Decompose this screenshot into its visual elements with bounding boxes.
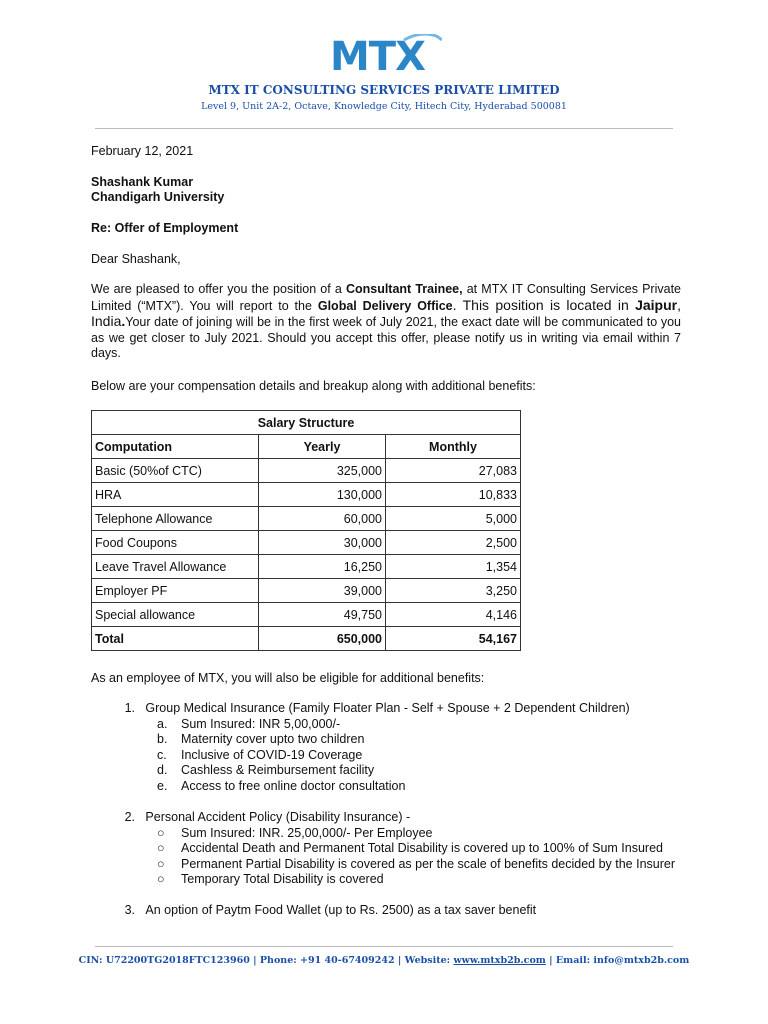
salutation: Dear Shashank, xyxy=(91,252,181,266)
cell-computation: Basic (50%of CTC) xyxy=(92,459,259,483)
cell-yearly: 49,750 xyxy=(259,603,386,627)
list-item xyxy=(91,810,711,826)
sub-item: ○ Sum Insured: INR. 25,00,000/- Per Employee xyxy=(157,825,433,840)
table-row xyxy=(92,483,521,507)
sub-item: ○ Temporary Total Disability is covered xyxy=(157,872,384,887)
cell-monthly: 5,000 xyxy=(386,507,521,531)
cell-monthly: 3,250 xyxy=(386,579,521,603)
cell-computation: Telephone Allowance xyxy=(92,507,259,531)
list-number: 3. xyxy=(124,903,135,917)
table-row xyxy=(92,507,521,531)
recipient-org: Chandigarh University xyxy=(91,190,225,204)
benefit-list xyxy=(91,701,711,795)
website-link[interactable]: www.mtxb2b.com xyxy=(453,955,546,966)
sub-item: a. Sum Insured: INR 5,00,000/- xyxy=(157,716,341,731)
table-row xyxy=(92,459,521,483)
col-header-yearly: Yearly xyxy=(259,435,386,459)
table-header-row xyxy=(92,435,521,459)
sub-item: b. Maternity cover upto two children xyxy=(157,732,365,747)
table-total-row xyxy=(92,627,521,651)
sub-item: c. Inclusive of COVID-19 Coverage xyxy=(157,747,363,762)
cell-computation: Leave Travel Allowance xyxy=(92,555,259,579)
sub-item: d. Cashless & Reimbursement facility xyxy=(157,763,375,778)
list-number: 1. xyxy=(124,701,135,715)
mtx-logo xyxy=(330,34,442,74)
cell-yearly: 130,000 xyxy=(259,483,386,507)
cell-monthly: 2,500 xyxy=(386,531,521,555)
offer-paragraph: We are pleased to offer you the position of a Consultant Trainee, at MTX IT Consulting Services Private Limited (“MTX”). You will report to the Global Delivery Office. This position is located in Jaipur, India.Your date of joining will be in the first week of July 2021, the exact date will be communicated to you as we get closer to July 2021. Should you accept this offer, please notify us in writing via email within 7 days. xyxy=(91,282,681,360)
total-yearly: 650,000 xyxy=(259,627,386,651)
table-row xyxy=(92,555,521,579)
letter-date: February 12, 2021 xyxy=(91,144,194,158)
table-row xyxy=(92,579,521,603)
table-title: Salary Structure xyxy=(92,411,521,435)
footer-email[interactable]: Email: info@mtxb2b.com xyxy=(555,955,690,966)
list-text: Personal Accident Policy (Disability Insurance) - xyxy=(145,810,411,824)
logo-text: MTX xyxy=(330,34,425,74)
sub-item: ○ Accidental Death and Permanent Total Disability is covered up to 100% of Sum Insured xyxy=(157,841,663,856)
list-item xyxy=(91,701,711,717)
company-name: MTX IT CONSULTING SERVICES PRIVATE LIMITED xyxy=(208,83,560,97)
sub-item: e. Access to free online doctor consultation xyxy=(157,778,406,793)
table-title-row xyxy=(92,411,521,435)
table-row xyxy=(92,531,521,555)
footer-phone: Phone: +91 40-67409242 xyxy=(259,955,395,966)
cell-yearly: 325,000 xyxy=(259,459,386,483)
cell-yearly: 30,000 xyxy=(259,531,386,555)
table-row xyxy=(92,603,521,627)
sub-item: ○ Permanent Partial Disability is covered as per the scale of benefits decided by the Insurer xyxy=(157,856,676,871)
col-header-computation: Computation xyxy=(92,435,259,459)
benefit-list xyxy=(91,903,711,919)
header-divider xyxy=(95,128,673,129)
recipient-name: Shashank Kumar xyxy=(91,175,194,189)
footer-cin: CIN: U72200TG2018FTC123960 xyxy=(78,955,250,966)
list-number: 2. xyxy=(124,810,135,824)
cell-computation: Employer PF xyxy=(92,579,259,603)
cell-computation: Food Coupons xyxy=(92,531,259,555)
benefits-intro: As an employee of MTX, you will also be eligible for additional benefits: xyxy=(91,671,485,685)
list-text: An option of Paytm Food Wallet (up to Rs. 2500) as a tax saver benefit xyxy=(145,903,537,917)
cell-yearly: 39,000 xyxy=(259,579,386,603)
list-item xyxy=(91,903,711,919)
compensation-intro: Below are your compensation details and breakup along with additional benefits: xyxy=(91,379,536,393)
total-monthly: 54,167 xyxy=(386,627,521,651)
benefit-list xyxy=(91,810,711,888)
cell-computation: Special allowance xyxy=(92,603,259,627)
salary-table xyxy=(91,410,521,651)
company-address: Level 9, Unit 2A-2, Octave, Knowledge City, Hitech City, Hyderabad 500081 xyxy=(201,101,567,112)
total-label: Total xyxy=(92,627,259,651)
letter-subject: Re: Offer of Employment xyxy=(91,221,239,235)
cell-monthly: 10,833 xyxy=(386,483,521,507)
footer: CIN: U72200TG2018FTC123960 | Phone: +91 40-67409242 | Website: www.mtxb2b.com | Email: info@mtxb2b.com xyxy=(78,955,690,966)
cell-computation: HRA xyxy=(92,483,259,507)
cell-yearly: 16,250 xyxy=(259,555,386,579)
cell-monthly: 4,146 xyxy=(386,603,521,627)
col-header-monthly: Monthly xyxy=(386,435,521,459)
footer-divider xyxy=(95,946,673,947)
cell-monthly: 27,083 xyxy=(386,459,521,483)
cell-monthly: 1,354 xyxy=(386,555,521,579)
list-text: Group Medical Insurance (Family Floater Plan - Self + Spouse + 2 Dependent Children) xyxy=(145,701,630,715)
cell-yearly: 60,000 xyxy=(259,507,386,531)
